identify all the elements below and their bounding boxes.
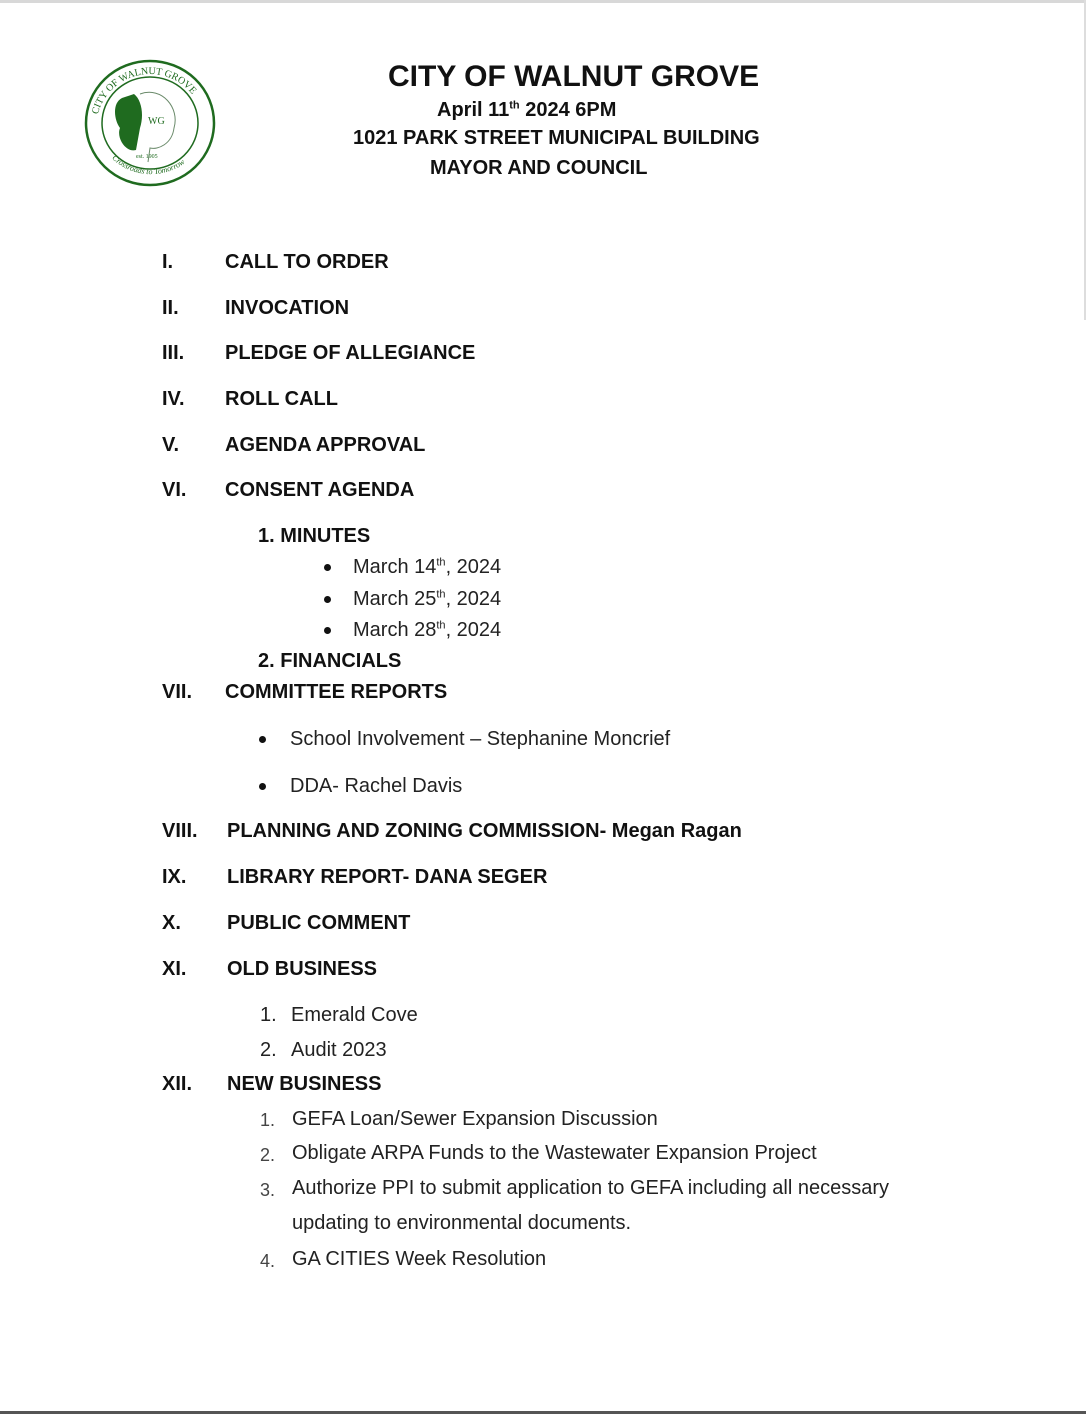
item-label: OLD BUSINESS [227, 958, 378, 980]
item-label: INVOCATION [225, 297, 350, 319]
consent-minutes: 1. MINUTES [258, 525, 371, 547]
item-number: I. [162, 251, 174, 273]
new-business-number: 2. [260, 1145, 276, 1165]
item-number: VIII. [162, 820, 198, 842]
item-number: X. [162, 912, 181, 934]
item-label: CALL TO ORDER [225, 251, 389, 273]
item-number: XII. [162, 1073, 193, 1095]
new-business-number: 4. [260, 1251, 276, 1271]
item-number: III. [162, 342, 185, 364]
bullet-icon [259, 783, 266, 790]
svg-text:WG: WG [148, 116, 165, 127]
new-business-item-continued: updating to environmental documents. [292, 1212, 632, 1234]
item-label: COMMITTEE REPORTS [225, 681, 448, 703]
item-label: ROLL CALL [225, 388, 338, 410]
old-business-item: Audit 2023 [291, 1039, 387, 1061]
svg-text:Crossroads to Tomorrow: Crossroads to Tomorrow [110, 153, 187, 177]
new-business-item: Authorize PPI to submit application to GEFA including all necessary [292, 1177, 889, 1199]
consent-financials: 2. FINANCIALS [258, 650, 402, 672]
old-business-number: 1. [260, 1004, 277, 1026]
item-label: AGENDA APPROVAL [225, 434, 426, 456]
minutes-date: March 14th, 2024 [353, 556, 502, 578]
new-business-number: 3. [260, 1180, 276, 1200]
minutes-date: March 25th, 2024 [353, 588, 502, 610]
city-seal-logo [82, 58, 218, 188]
item-label: LIBRARY REPORT- DANA SEGER [227, 866, 548, 888]
meeting-location: 1021 PARK STREET MUNICIPAL BUILDING [353, 127, 760, 149]
item-number: II. [162, 297, 179, 319]
scan-edge [0, 1411, 1086, 1414]
item-label: PLANNING AND ZONING COMMISSION- Megan Ragan [227, 820, 742, 842]
bullet-icon [324, 627, 331, 634]
item-label: PUBLIC COMMENT [227, 912, 411, 934]
scan-edge [0, 0, 1086, 3]
new-business-item: Obligate ARPA Funds to the Wastewater Expansion Project [292, 1142, 817, 1164]
new-business-item: GEFA Loan/Sewer Expansion Discussion [292, 1108, 658, 1130]
bullet-icon [259, 736, 266, 743]
item-number: V. [162, 434, 180, 456]
new-business-item: GA CITIES Week Resolution [292, 1248, 547, 1270]
committee-report: DDA- Rachel Davis [290, 775, 463, 797]
item-label: NEW BUSINESS [227, 1073, 382, 1095]
item-label: CONSENT AGENDA [225, 479, 415, 501]
meeting-date: April 11th 2024 6PM [437, 99, 617, 121]
item-number: VII. [162, 681, 193, 703]
minutes-date: March 28th, 2024 [353, 619, 502, 641]
item-number: IV. [162, 388, 185, 410]
bullet-icon [324, 564, 331, 571]
new-business-number: 1. [260, 1110, 276, 1130]
item-number: VI. [162, 479, 187, 501]
old-business-number: 2. [260, 1039, 277, 1061]
committee-report: School Involvement – Stephanine Moncrief [290, 728, 671, 750]
old-business-item: Emerald Cove [291, 1004, 418, 1026]
item-number: IX. [162, 866, 187, 888]
item-number: XI. [162, 958, 187, 980]
item-label: PLEDGE OF ALLEGIANCE [225, 342, 476, 364]
page-title: CITY OF WALNUT GROVE [388, 60, 760, 93]
svg-text:CITY OF WALNUT GROVE: CITY OF WALNUT GROVE [89, 65, 199, 116]
svg-text:est. 1905: est. 1905 [136, 154, 158, 160]
bullet-icon [324, 596, 331, 603]
meeting-body: MAYOR AND COUNCIL [430, 157, 648, 179]
